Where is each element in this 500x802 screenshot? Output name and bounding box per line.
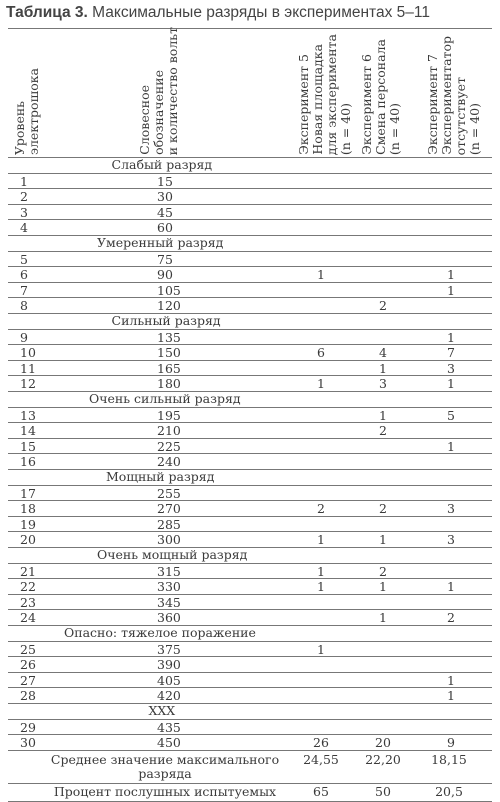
cell-level: 14 <box>20 423 36 438</box>
cell-e6: 1 <box>379 532 387 547</box>
cell-level: 22 <box>20 579 36 594</box>
cell-level: 16 <box>20 454 36 469</box>
table-row <box>0 657 500 672</box>
table-row <box>0 345 500 360</box>
section-title: Очень сильный разряд <box>89 391 241 406</box>
caption-text: Максимальные разряды в экспериментах 5–11 <box>92 4 430 21</box>
section-title: Опасно: тяжелое поражение <box>64 625 256 640</box>
header-rule <box>8 157 492 158</box>
table-row <box>0 220 500 235</box>
cell-level: 8 <box>20 298 28 313</box>
cell-e5: 6 <box>317 345 325 360</box>
table-row <box>0 532 500 547</box>
cell-e6: 20 <box>375 735 391 750</box>
cell-volts: 315 <box>157 564 181 579</box>
table-row <box>0 423 500 438</box>
table-row <box>0 501 500 516</box>
cell-volts: 300 <box>157 532 181 547</box>
table-row <box>0 735 500 750</box>
cell-level: 2 <box>20 189 28 204</box>
cell-volts: 165 <box>157 361 181 376</box>
cell-e6: 1 <box>379 579 387 594</box>
cell-e7: 1 <box>447 330 455 345</box>
cell-e6: 1 <box>379 408 387 423</box>
table-row <box>0 174 500 189</box>
cell-e5: 1 <box>317 564 325 579</box>
cell-level: 15 <box>20 439 36 454</box>
header-exp7-line: Экспериментатор <box>439 36 454 155</box>
percent-value: 20,5 <box>435 784 463 799</box>
cell-volts: 360 <box>157 610 181 625</box>
cell-volts: 15 <box>157 174 173 189</box>
top-rule <box>8 28 492 29</box>
cell-volts: 30 <box>157 189 173 204</box>
table-caption <box>6 4 496 22</box>
cell-level: 6 <box>20 267 28 282</box>
cell-e6: 2 <box>379 564 387 579</box>
cell-e7: 3 <box>447 501 455 516</box>
section-title: Очень мощный разряд <box>97 547 248 562</box>
cell-volts: 105 <box>157 283 181 298</box>
percent-value: 65 <box>313 784 329 799</box>
cell-level: 19 <box>20 517 36 532</box>
cell-volts: 330 <box>157 579 181 594</box>
cell-volts: 450 <box>157 735 181 750</box>
cell-e7: 1 <box>447 439 455 454</box>
cell-volts: 390 <box>157 657 181 672</box>
cell-e7: 1 <box>447 267 455 282</box>
cell-level: 21 <box>20 564 36 579</box>
table-row <box>0 205 500 220</box>
cell-e6: 1 <box>379 610 387 625</box>
cell-level: 17 <box>20 486 36 501</box>
cell-volts: 60 <box>157 220 173 235</box>
cell-level: 7 <box>20 283 28 298</box>
header-level-line: Уровень <box>12 100 27 155</box>
cell-e5: 1 <box>317 579 325 594</box>
cell-e5: 26 <box>313 735 329 750</box>
cell-volts: 405 <box>157 673 181 688</box>
row-rule <box>8 750 492 751</box>
cell-volts: 210 <box>157 423 181 438</box>
header-exp7-line: отсутствует <box>453 76 468 155</box>
cell-e6: 2 <box>379 423 387 438</box>
header-exp5-line: Эксперимент 5 <box>296 54 311 155</box>
mean-label <box>40 753 290 781</box>
section-title: Мощный разряд <box>106 469 215 484</box>
cell-volts: 270 <box>157 501 181 516</box>
table-row <box>0 330 500 345</box>
cell-volts: 120 <box>157 298 181 313</box>
table-row <box>0 610 500 625</box>
table-row <box>0 298 500 313</box>
cell-e7: 1 <box>447 283 455 298</box>
table-row <box>0 564 500 579</box>
row-rule <box>8 313 492 314</box>
cell-volts: 75 <box>157 252 173 267</box>
table-row <box>0 361 500 376</box>
cell-volts: 90 <box>157 267 173 282</box>
percent-label: Процент послушных испытуемых <box>53 784 277 799</box>
caption-label: Таблица 3. <box>6 4 88 21</box>
table-row <box>0 439 500 454</box>
cell-level: 10 <box>20 345 36 360</box>
percent-value: 50 <box>375 784 391 799</box>
cell-e5: 1 <box>317 642 325 657</box>
cell-level: 20 <box>20 532 36 547</box>
row-rule <box>8 469 492 470</box>
cell-level: 9 <box>20 330 28 345</box>
table-row <box>0 189 500 204</box>
cell-volts: 45 <box>157 205 173 220</box>
table-row <box>0 595 500 610</box>
cell-volts: 285 <box>157 517 181 532</box>
cell-e7: 1 <box>447 579 455 594</box>
header-verbal-line: Словесное <box>137 85 152 155</box>
cell-level: 13 <box>20 408 36 423</box>
cell-e7: 3 <box>447 361 455 376</box>
cell-volts: 180 <box>157 376 181 391</box>
cell-e6: 3 <box>379 376 387 391</box>
table-row <box>0 688 500 703</box>
table-row <box>0 267 500 282</box>
cell-e5: 1 <box>317 267 325 282</box>
cell-e6: 4 <box>379 345 387 360</box>
table-row <box>0 252 500 267</box>
table-row <box>0 579 500 594</box>
cell-level: 24 <box>20 610 36 625</box>
cell-volts: 240 <box>157 454 181 469</box>
cell-e5: 2 <box>317 501 325 516</box>
cell-level: 5 <box>20 252 28 267</box>
table-row <box>0 408 500 423</box>
cell-level: 29 <box>20 720 36 735</box>
section-title: Сильный разряд <box>111 313 221 328</box>
cell-level: 26 <box>20 657 36 672</box>
cell-level: 12 <box>20 376 36 391</box>
table-row <box>0 376 500 391</box>
cell-e7: 1 <box>447 673 455 688</box>
cell-e6: 2 <box>379 298 387 313</box>
table-row <box>0 517 500 532</box>
cell-level: 1 <box>20 174 28 189</box>
cell-volts: 150 <box>157 345 181 360</box>
cell-level: 30 <box>20 735 36 750</box>
table-row <box>0 283 500 298</box>
mean-label-line: разряда <box>138 766 192 781</box>
cell-level: 27 <box>20 673 36 688</box>
cell-volts: 255 <box>157 486 181 501</box>
header-exp6-line: Эксперимент 6 <box>359 54 374 155</box>
table-row <box>0 642 500 657</box>
header-verbal-line: и количество вольт <box>165 26 180 155</box>
cell-e7: 2 <box>447 610 455 625</box>
header-exp5-line: для эксперимента <box>324 33 339 155</box>
cell-e5: 1 <box>317 376 325 391</box>
cell-volts: 225 <box>157 439 181 454</box>
header-exp5-line: (n = 40) <box>338 102 353 155</box>
cell-level: 4 <box>20 220 28 235</box>
row-rule <box>8 391 492 392</box>
cell-e6: 2 <box>379 501 387 516</box>
cell-e7: 7 <box>447 345 455 360</box>
cell-e6: 1 <box>379 361 387 376</box>
cell-volts: 420 <box>157 688 181 703</box>
header-exp6-line: (n = 40) <box>387 102 402 155</box>
header-verbal-line: обозначение <box>151 70 166 155</box>
cell-level: 25 <box>20 642 36 657</box>
header-level-line: электрошока <box>26 67 41 155</box>
row-rule <box>8 703 492 704</box>
cell-e7: 3 <box>447 532 455 547</box>
cell-level: 11 <box>20 361 36 376</box>
cell-level: 18 <box>20 501 36 516</box>
mean-value: 24,55 <box>303 752 339 767</box>
row-rule <box>8 235 492 236</box>
cell-e7: 1 <box>447 376 455 391</box>
mean-value: 18,15 <box>431 752 467 767</box>
table-row <box>0 673 500 688</box>
header-exp7-line: Эксперимент 7 <box>425 54 440 155</box>
cell-level: 3 <box>20 205 28 220</box>
section-title: Слабый разряд <box>111 157 213 172</box>
cell-e7: 1 <box>447 688 455 703</box>
table-row <box>0 720 500 735</box>
table-row <box>0 454 500 469</box>
header-exp5-line: Новая площадка <box>310 44 325 155</box>
header-exp6-line: Смена персонала <box>373 39 388 155</box>
cell-level: 23 <box>20 595 36 610</box>
header-exp7-line: (n = 40) <box>467 102 482 155</box>
cell-e7: 9 <box>447 735 455 750</box>
cell-volts: 135 <box>157 330 181 345</box>
cell-e7: 5 <box>447 408 455 423</box>
cell-level: 28 <box>20 688 36 703</box>
cell-volts: 345 <box>157 595 181 610</box>
mean-value: 22,20 <box>365 752 401 767</box>
cell-volts: 195 <box>157 408 181 423</box>
section-title: XXX <box>148 703 176 718</box>
mean-label-line: Среднее значение максимального <box>50 752 280 767</box>
cell-e5: 1 <box>317 532 325 547</box>
cell-volts: 435 <box>157 720 181 735</box>
section-title: Умеренный разряд <box>97 235 224 250</box>
cell-volts: 375 <box>157 642 181 657</box>
row-rule <box>8 547 492 548</box>
table-row <box>0 486 500 501</box>
